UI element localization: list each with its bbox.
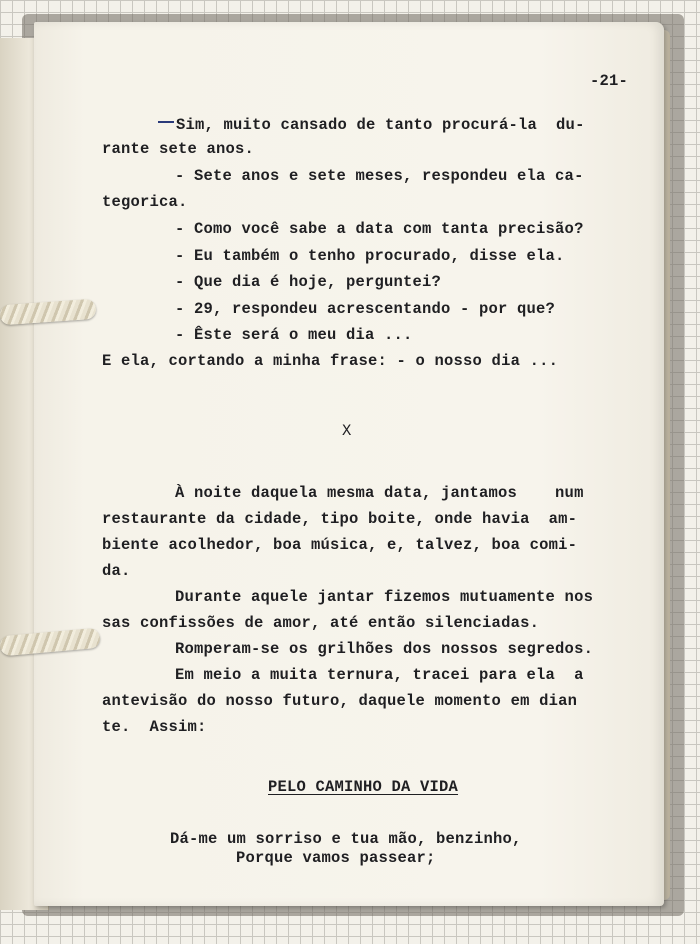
paragraph-line: Romperam-se os grilhões dos nossos segredos. [175, 640, 594, 658]
dialogue-line: - Sete anos e sete meses, respondeu ela ca- [175, 167, 584, 185]
paragraph-line: À noite daquela mesma data, jantamos num [175, 484, 584, 502]
dialogue-line: E ela, cortando a minha frase: - o nosso dia ... [102, 352, 559, 370]
dialogue-line: - Eu também o tenho procurado, disse ela. [175, 247, 565, 265]
paragraph-line: restaurante da cidade, tipo boite, onde havia am- [102, 510, 578, 528]
dialogue-line: Sim, muito cansado de tanto procurá-la du- [176, 116, 585, 134]
paragraph-line: Em meio a muita ternura, tracei para ela a [175, 666, 584, 684]
poem-line: Dá-me um sorriso e tua mão, benzinho, [170, 830, 522, 848]
poem-line: Porque vamos passear; [236, 849, 436, 867]
ink-dash-mark [158, 121, 174, 123]
paragraph-line: Durante aquele jantar fizemos mutuamente nos [175, 588, 594, 606]
page-number: -21- [590, 72, 629, 90]
paragraph-line: antevisão do nosso futuro, daquele momento em dian [102, 692, 578, 710]
typed-page [34, 22, 664, 906]
dialogue-line: - Êste será o meu dia ... [175, 326, 413, 344]
paragraph-line: te. Assim: [102, 718, 207, 736]
paragraph-line: sas confissões de amor, até então silenciadas. [102, 614, 540, 632]
dialogue-line: - Que dia é hoje, perguntei? [175, 273, 442, 291]
paragraph-line: da. [102, 562, 131, 580]
paragraph-line: biente acolhedor, boa música, e, talvez, boa comi- [102, 536, 578, 554]
dialogue-line: - 29, respondeu acrescentando - por que? [175, 300, 556, 318]
dialogue-line: tegorica. [102, 193, 188, 211]
poem-title: PELO CAMINHO DA VIDA [268, 778, 459, 796]
section-separator: X [342, 422, 352, 440]
dialogue-line: - Como você sabe a data com tanta precisão? [175, 220, 584, 238]
dialogue-line: rante sete anos. [102, 140, 255, 158]
